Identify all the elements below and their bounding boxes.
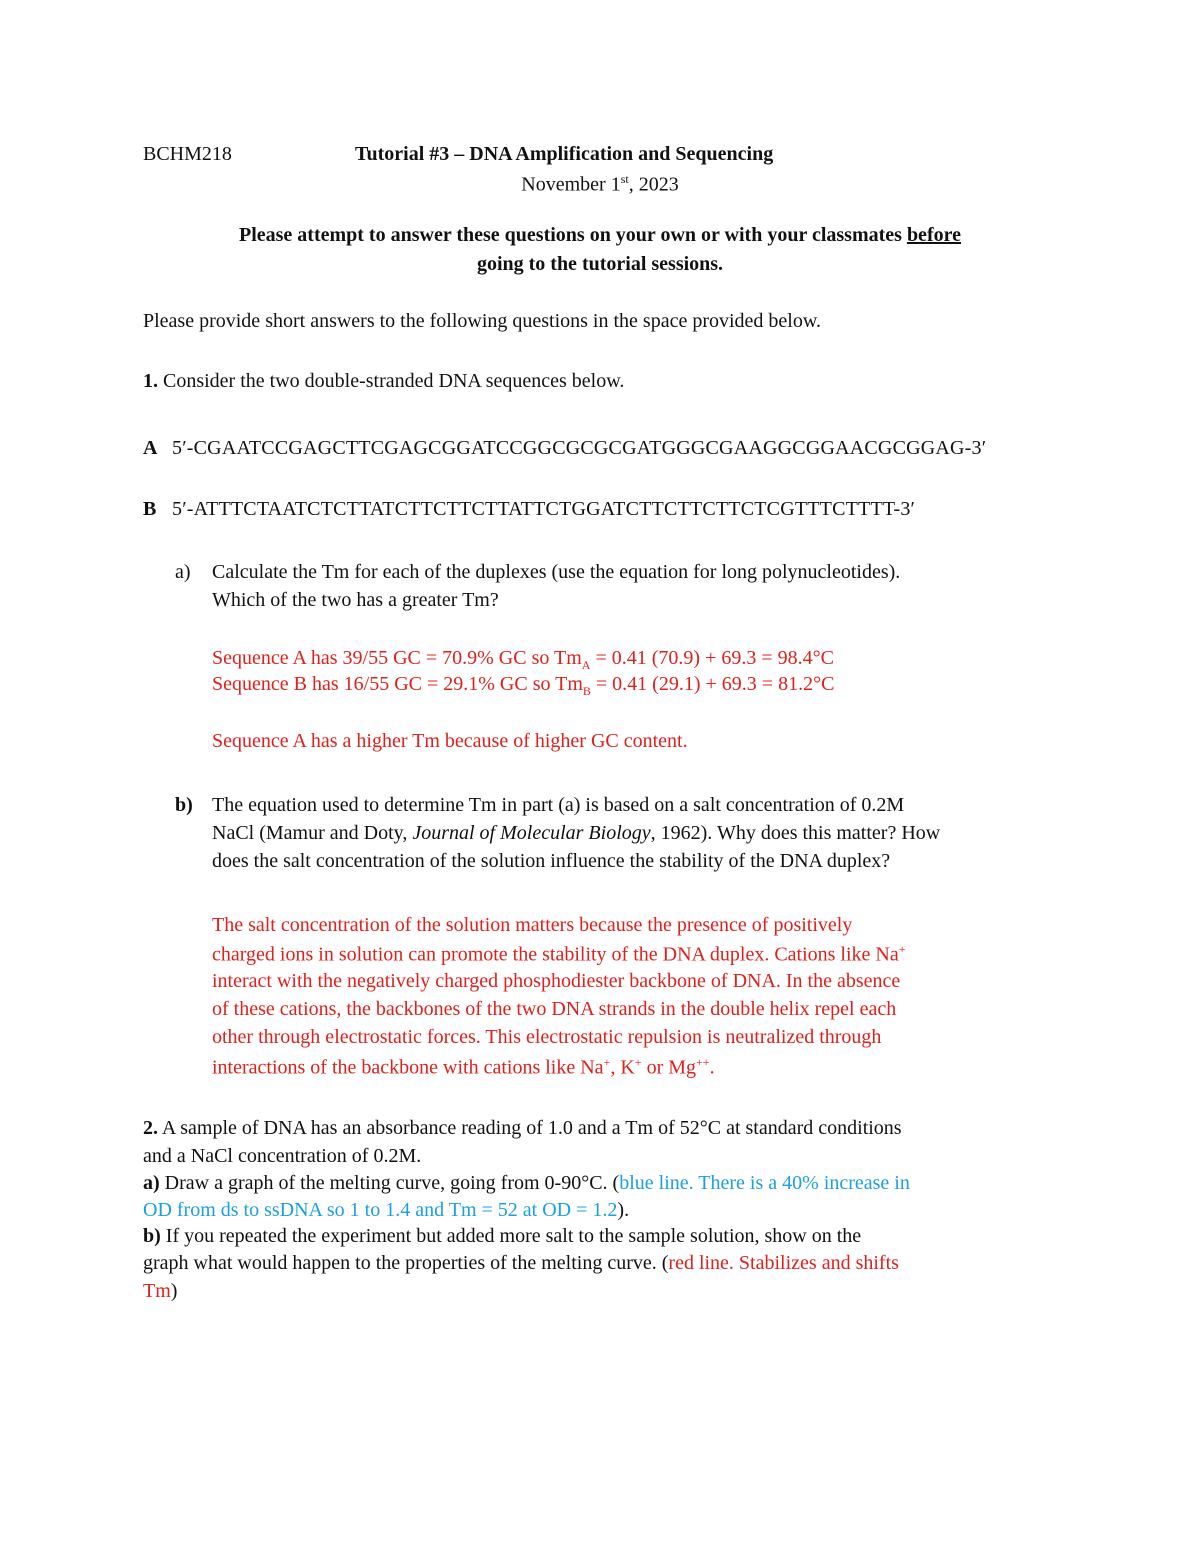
question-2b-answer-2: Tm: [143, 1280, 171, 1302]
part-b-answer-3: interact with the negatively charged phosphodiester backbone of DNA. In the absence: [212, 970, 901, 992]
question-2-text: A sample of DNA has an absorbance reading of 1.0 and a Tm of 52°C at standard conditions: [161, 1117, 902, 1139]
question-2-number: 2.: [143, 1117, 158, 1139]
part-b-text-end: , 1962). Why does this matter? How: [650, 822, 941, 844]
part-a-answer-3: Sequence A has a higher Tm because of higher GC content.: [212, 730, 688, 752]
part-b-answer-4: of these cations, the backbones of the two DNA strands in the double helix repel each: [212, 998, 897, 1020]
part-a-answer-2: [212, 673, 834, 699]
sequence-a: 5′-CGAATCCGAGCTTCGAGCGGATCCGGCGCGCGATGGGCGAAGGCGGAACGCGGAG-3′: [172, 437, 987, 459]
answer-1-calc: = 0.41 (70.9) + 69.3 = 98.4°C: [590, 647, 834, 669]
answer-2-calc: = 0.41 (29.1) + 69.3 = 81.2°C: [590, 673, 835, 695]
part-b-question-3: does the salt concentration of the solution influence the stability of the DNA duplex?: [212, 850, 891, 872]
question-2-line-2: and a NaCl concentration of 0.2M.: [143, 1145, 422, 1167]
part-b-question-2: [212, 822, 940, 845]
notice-underlined: before: [906, 224, 961, 246]
answer-text: charged ions in solution can promote the stability of the DNA duplex. Cations like Na: [212, 943, 899, 966]
part-b-label: b): [175, 794, 193, 816]
sequence-b: 5′-ATTTCTAATCTCTTATCTTCTTCTTATTCTGGATCTTCTTCTTCTCGTTTCTTTT-3′: [172, 498, 916, 520]
answer-text: .: [709, 1056, 715, 1079]
question-2: [143, 1117, 902, 1140]
part-a-label: a): [175, 561, 191, 583]
question-2a-close: ).: [617, 1199, 630, 1221]
answer-sup: +: [634, 1055, 642, 1069]
question-2a-answer-2: OD from ds to ssDNA so 1 to 1.4 and Tm = 52 at OD = 1.2: [143, 1199, 618, 1221]
part-a-question-1: Calculate the Tm for each of the duplexes (use the equation for long polynucleotides).: [212, 561, 901, 583]
date-text: November 1: [521, 173, 621, 196]
date-sup: st: [620, 172, 629, 186]
question-2b-answer: red line. Stabilizes and shifts: [668, 1252, 899, 1274]
course-code: BCHM218: [143, 143, 232, 165]
answer-text: interactions of the backbone with cations like Na: [212, 1056, 604, 1079]
part-a-question-2: Which of the two has a greater Tm?: [212, 589, 499, 611]
part-b-answer-1: The salt concentration of the solution matters because the presence of positively: [212, 914, 853, 936]
question-2a-text: Draw a graph of the melting curve, going from 0-90°C. (: [164, 1172, 620, 1194]
answer-1-text: Sequence A has 39/55 GC = 70.9% GC so Tm: [212, 647, 582, 669]
sequence-a-label: A: [143, 437, 158, 459]
part-b-answer-5: other through electrostatic forces. This electrostatic repulsion is neutralized through: [212, 1026, 882, 1048]
answer-1-sub: A: [581, 658, 591, 672]
sequence-b-label: B: [143, 498, 157, 520]
part-b-question-1: The equation used to determine Tm in part (a) is based on a salt concentration of 0.2M: [212, 794, 905, 816]
part-a-answer-1: [212, 647, 834, 673]
date-year: , 2023: [628, 173, 679, 196]
intro-text: Please provide short answers to the following questions in the space provided below.: [143, 310, 822, 332]
answer-text: , K: [610, 1056, 635, 1079]
question-2a: [143, 1172, 910, 1195]
notice-text: Please attempt to answer these questions on your own or with your classmates: [238, 224, 907, 246]
answer-sup: ++: [696, 1055, 710, 1069]
page-title: Tutorial #3 – DNA Amplification and Sequencing: [355, 143, 774, 165]
notice-line-2: going to the tutorial sessions.: [476, 253, 724, 275]
journal-name: Journal of Molecular Biology: [412, 822, 651, 844]
answer-2-text: Sequence B has 16/55 GC = 29.1% GC so Tm: [212, 673, 583, 695]
answer-2-sub: B: [582, 684, 591, 698]
date: [0, 172, 1200, 197]
question-2b-label: b): [143, 1225, 161, 1247]
question-2b: [143, 1225, 861, 1248]
question-1-number: 1.: [143, 370, 158, 392]
part-b-answer-2: [212, 942, 906, 967]
answer-text: or Mg: [641, 1056, 697, 1079]
question-2a-answer: blue line. There is a 40% increase in: [619, 1172, 910, 1194]
question-2b-close: ): [170, 1280, 178, 1302]
question-1: [143, 370, 624, 393]
part-b-answer-6: [212, 1055, 715, 1080]
question-2b-line-3: [143, 1280, 177, 1303]
question-2b-text: If you repeated the experiment but added more salt to the sample solution, show on the: [165, 1225, 862, 1247]
answer-sup: +: [603, 1055, 611, 1069]
question-2b-line-2: [143, 1252, 899, 1275]
question-1-text: Consider the two double-stranded DNA sequences below.: [163, 370, 625, 392]
notice-line-1: [0, 224, 1200, 247]
question-2b-text-2: graph what would happen to the properties of the melting curve. (: [143, 1252, 669, 1274]
part-b-text: NaCl (Mamur and Doty,: [212, 822, 413, 844]
question-2a-line-2: [143, 1199, 629, 1222]
question-2a-label: a): [143, 1172, 160, 1194]
answer-sup: +: [898, 942, 906, 956]
